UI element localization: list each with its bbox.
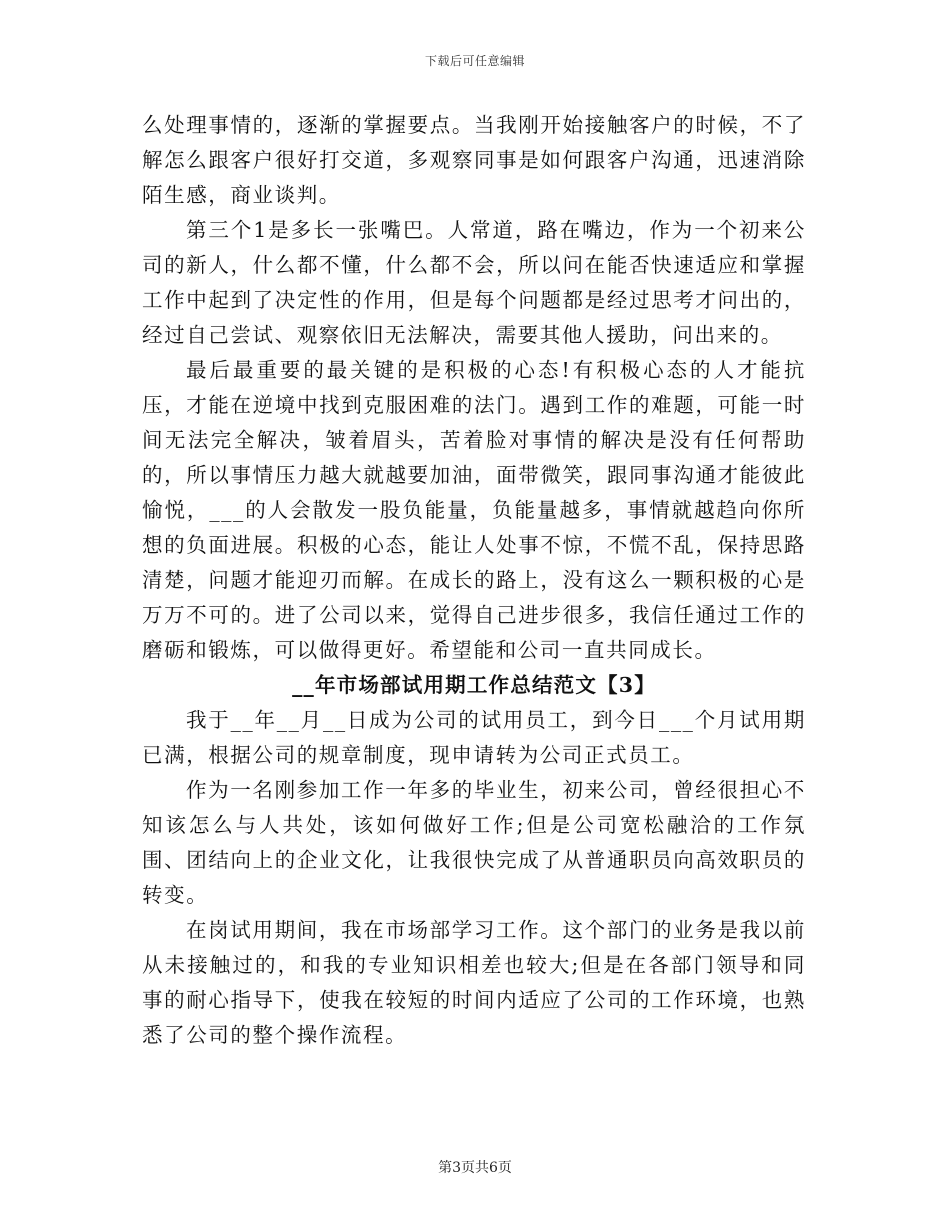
paragraph-marketing-dept: 在岗试用期间，我在市场部学习工作。这个部门的业务是我以前从未接触过的，和我的专业知识相差也较大;但是在各部门领导和同事的耐心指导下，使我在较短的时间内适应了公司的工作环境，也熟悉了公司的整个操作流程。 — [142, 918, 806, 1047]
paragraph-third-point: 第三个1是多长一张嘴巴。人常道，路在嘴边，作为一个初来公司的新人，什么都不懂，什么都不会，所以问在能否快速适应和掌握工作中起到了决定性的作用，但是每个问题都是经过思考才问出的，经过自己尝试、观察依旧无法解决，需要其他人援助，问出来的。 — [142, 218, 806, 347]
paragraph-graduate: 作为一名刚参加工作一年多的毕业生，初来公司，曾经很担心不知该怎么与人共处，该如何做好工作;但是公司宽松融洽的工作氛围、团结向上的企业文化，让我很快完成了从普通职员向高效职员的转变。 — [142, 778, 806, 907]
page-number: 第3页共6页 — [438, 1160, 512, 1176]
page-header-note: 下载后可任意编辑 — [424, 54, 525, 68]
paragraph-continuation: 么处理事情的，逐渐的掌握要点。当我刚开始接触客户的时候，不了解怎么跟客户很好打交道，多观察同事是如何跟客户沟通，迅速消除陌生感，商业谈判。 — [142, 113, 806, 207]
section-title: __年市场部试用期工作总结范文【3】 — [292, 673, 656, 697]
paragraph-positive-attitude: 最后最重要的最关键的是积极的心态!有积极心态的人才能抗压，才能在逆境中找到克服困难的法门。遇到工作的难题，可能一时间无法完全解决，皱着眉头，苦着脸对事情的解决是没有任何帮助的，所以事情压力越大就越要加油，面带微笑，跟同事沟通才能彼此愉悦，___的人会散发一股负能量，负能量越多，事情就越趋向你所想的负面进展。积极的心态，能让人处事不惊，不慌不乱，保持思路清楚，问题才能迎刃而解。在成长的路上，没有这么一颗积极的心是万万不可的。进了公司以来，觉得自己进步很多，我信任通过工作的磨砺和锻炼，可以做得更好。希望能和公司一直共同成长。 — [142, 358, 806, 662]
paragraph-probation-intro: 我于__年__月__日成为公司的试用员工，到今日___个月试用期已满，根据公司的规章制度，现申请转为公司正式员工。 — [142, 708, 806, 767]
document-body — [142, 108, 806, 1053]
